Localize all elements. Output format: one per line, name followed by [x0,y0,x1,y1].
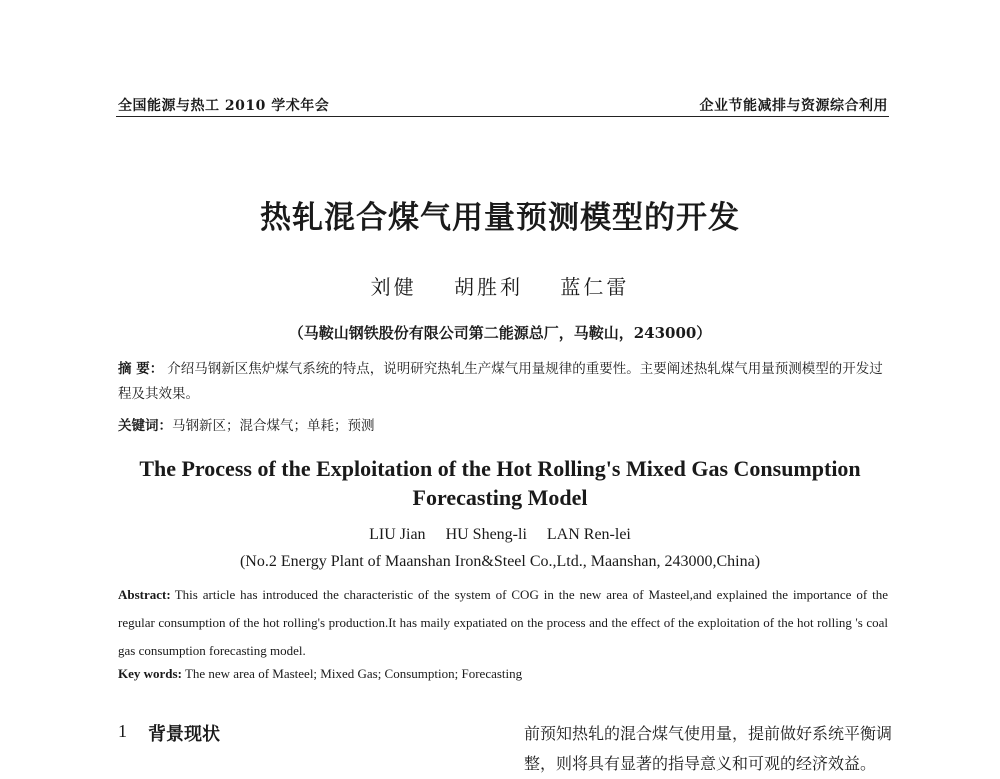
abstract-cn-text: 介绍马钢新区焦炉煤气系统的特点，说明研究热轧生产煤气用量规律的重要性。主要阐述热轧煤气用量预测模型的开发过程及其效果。 [118,361,883,402]
section-title: 背景现状 [148,724,220,745]
paper-title-en-line2: Forecasting Model [412,485,588,510]
running-header-right: 企业节能减排与资源综合利用 [699,98,888,114]
keywords-cn-text: 马钢新区；混合煤气；单耗；预测 [172,418,375,434]
affiliation-cn: （马鞍山钢铁股份有限公司第二能源总厂，马鞍山，243000） [288,324,712,342]
authors-en [0,526,1000,544]
keywords-cn [118,414,375,434]
author-cn-1: 刘健 [370,275,417,299]
abstract-cn-label: 摘 要： [118,361,164,377]
author-cn-2: 胡胜利 [454,275,523,299]
affiliation-en: (No.2 Energy Plant of Maanshan Iron&Steel Co.,Ltd., Maanshan, 243000,China) [239,553,761,570]
keywords-en-label: Key words: [118,666,182,681]
abstract-en-label: Abstract: [118,587,171,602]
section-number: 1 [118,721,127,741]
author-cn-3: 蓝仁雷 [560,275,630,299]
abstract-en-text: This article has introduced the characteristic of the system of COG in the new area of Masteel,and explained the importance of the regular consumption of the hot rolling's production.It has maily expatiated on the process and the effect of the exploitation of the hot rolling 's coal gas consumption forecasting model. [118,587,888,658]
abstract-cn [118,357,888,407]
author-en-3: LAN Ren-lei [546,526,631,543]
body-text-column-2: 前预知热轧的混合煤气使用量，提前做好系统平衡调整，则将具有显著的指导意义和可观的经济效益。 [524,724,893,773]
paper-title-en-line1: The Process of the Exploitation of the Hot Rolling's Mixed Gas Consumption [139,456,861,481]
paper-title-en [0,454,1000,512]
keywords-en [118,666,522,682]
keywords-cn-label: 关键词： [118,418,172,434]
authors-cn [0,271,1000,300]
keywords-en-text: The new area of Masteel; Mixed Gas; Consumption; Forecasting [184,666,523,681]
running-header-left: 全国能源与热工 2010 学术年会 [118,98,330,114]
header-rule [116,116,889,117]
author-en-1: LIU Jian [369,526,426,543]
author-en-2: HU Sheng-li [445,526,527,543]
abstract-en [118,581,888,665]
paper-title-cn: 热轧混合煤气用量预测模型的开发 [260,200,740,236]
